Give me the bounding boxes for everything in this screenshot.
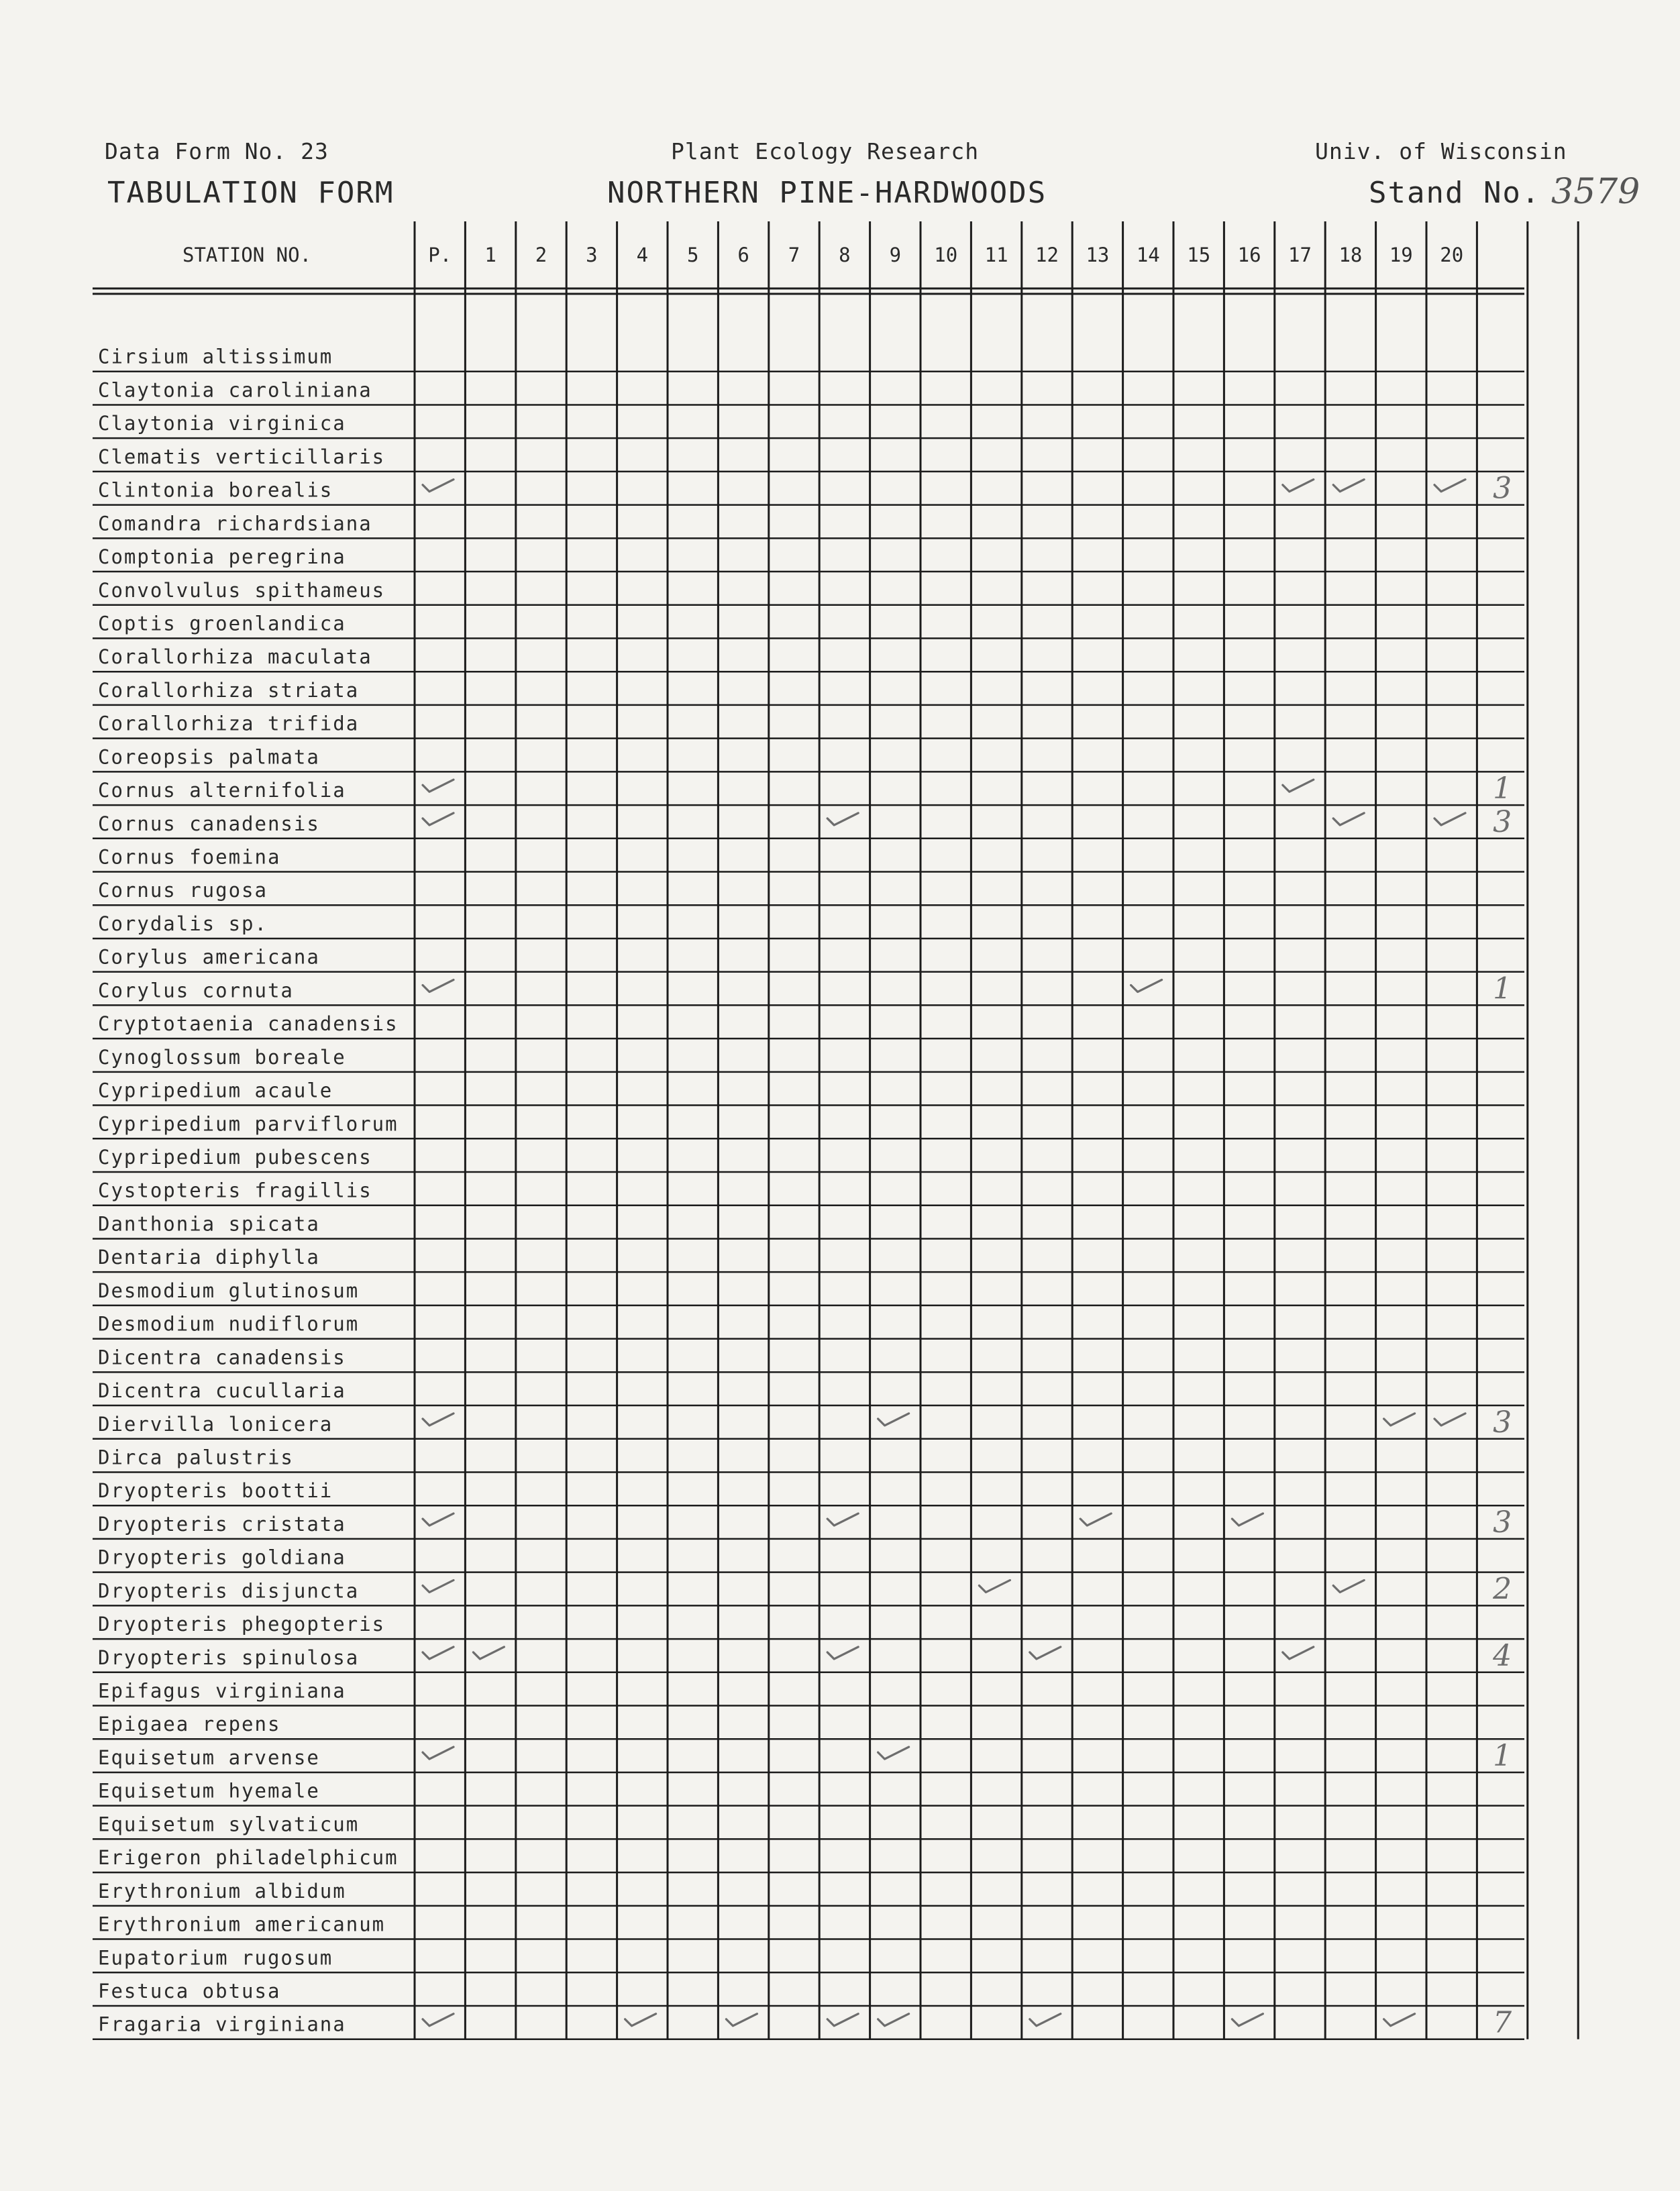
check-mark xyxy=(1434,813,1465,825)
presence-count: 7 xyxy=(1493,2005,1512,2040)
check-mark xyxy=(1333,1580,1364,1592)
species-name: Dicentra canadensis xyxy=(98,1346,346,1369)
station-column-header: 18 xyxy=(1338,244,1363,266)
form-number: Data Form No. 23 xyxy=(105,138,329,164)
station-column-header: 15 xyxy=(1187,244,1211,266)
species-name: Corylus americana xyxy=(98,945,320,969)
check-mark xyxy=(1283,1647,1314,1659)
presence-count: 1 xyxy=(1493,1738,1512,1773)
station-column-header: 1 xyxy=(484,244,496,266)
species-name: Dirca palustris xyxy=(98,1446,294,1469)
check-mark xyxy=(1131,980,1162,992)
species-name: Dryopteris boottii xyxy=(98,1479,333,1503)
presence-count: 3 xyxy=(1493,804,1512,839)
species-name: Equisetum hyemale xyxy=(98,1779,320,1803)
check-mark xyxy=(423,1513,454,1526)
university-name: Univ. of Wisconsin xyxy=(1315,138,1567,164)
station-column-header: 13 xyxy=(1086,244,1110,266)
check-mark xyxy=(423,780,454,792)
species-name: Cornus rugosa xyxy=(98,879,268,902)
station-column-header: 17 xyxy=(1288,244,1312,266)
check-mark xyxy=(1384,2014,1415,2026)
community-title: NORTHERN PINE-HARDWOODS xyxy=(607,176,1047,210)
check-mark xyxy=(1434,1413,1465,1426)
check-mark xyxy=(423,1413,454,1426)
check-mark xyxy=(1283,780,1314,792)
check-mark xyxy=(1030,2014,1061,2026)
check-mark xyxy=(1080,1513,1111,1526)
species-name: Epigaea repens xyxy=(98,1713,281,1736)
species-name: Dryopteris phegopteris xyxy=(98,1613,386,1636)
station-column-header: 19 xyxy=(1389,244,1413,266)
station-column-header: 10 xyxy=(934,244,958,266)
station-column-header: 11 xyxy=(984,244,1008,266)
station-no-header: STATION NO. xyxy=(182,244,312,266)
check-mark xyxy=(726,2014,757,2026)
species-name: Corylus cornuta xyxy=(98,979,294,1002)
species-name: Dryopteris spinulosa xyxy=(98,1646,360,1669)
check-mark xyxy=(827,813,858,825)
species-name: Cynoglossum boreale xyxy=(98,1045,346,1069)
check-mark xyxy=(827,1647,858,1659)
species-name: Erythronium americanum xyxy=(98,1913,386,1936)
check-mark xyxy=(1232,2014,1263,2026)
presence-count: 4 xyxy=(1493,1638,1512,1673)
species-name: Comandra richardsiana xyxy=(98,512,372,535)
species-name: Cornus alternifolia xyxy=(98,779,346,802)
species-name: Cornus foemina xyxy=(98,845,281,869)
species-name: Diervilla lonicera xyxy=(98,1412,333,1436)
station-column-header: 9 xyxy=(889,244,902,266)
species-name: Cypripedium acaule xyxy=(98,1079,333,1102)
check-mark xyxy=(827,2014,858,2026)
species-name: Equisetum arvense xyxy=(98,1746,320,1769)
presence-count: 3 xyxy=(1493,1505,1512,1540)
station-column-header: 16 xyxy=(1237,244,1261,266)
presence-count: 3 xyxy=(1493,471,1512,506)
check-mark xyxy=(423,1647,454,1659)
check-mark xyxy=(1333,813,1364,825)
presence-count: 1 xyxy=(1493,771,1512,806)
species-name: Desmodium glutinosum xyxy=(98,1279,360,1302)
species-name: Claytonia caroliniana xyxy=(98,378,372,402)
species-name: Corallorhiza trifida xyxy=(98,712,360,735)
station-column-header: 5 xyxy=(686,244,699,266)
species-name: Dryopteris goldiana xyxy=(98,1546,346,1569)
check-mark xyxy=(1030,1647,1061,1659)
presence-count: 1 xyxy=(1493,971,1512,1006)
check-mark xyxy=(1232,1513,1263,1526)
species-name: Dicentra cucullaria xyxy=(98,1379,346,1403)
station-column-header: 3 xyxy=(586,244,598,266)
check-mark xyxy=(423,1580,454,1592)
species-name: Cryptotaenia canadensis xyxy=(98,1012,399,1036)
species-name: Comptonia peregrina xyxy=(98,545,346,569)
species-name: Convolvulus spithameus xyxy=(98,578,386,602)
species-name: Corallorhiza maculata xyxy=(98,645,372,669)
species-name: Coreopsis palmata xyxy=(98,745,320,769)
station-column-header: 12 xyxy=(1035,244,1059,266)
species-name: Desmodium nudiflorum xyxy=(98,1312,360,1336)
presence-count: 2 xyxy=(1493,1572,1512,1607)
station-column-header: 8 xyxy=(839,244,851,266)
check-mark xyxy=(1434,480,1465,492)
check-mark xyxy=(827,1513,858,1526)
station-column-header: 2 xyxy=(535,244,547,266)
species-name: Cystopteris fragillis xyxy=(98,1179,372,1202)
species-name: Equisetum sylvaticum xyxy=(98,1813,360,1836)
species-name: Epifagus virginiana xyxy=(98,1679,346,1703)
station-column-header: 4 xyxy=(636,244,649,266)
check-mark xyxy=(423,980,454,992)
check-mark xyxy=(1333,480,1364,492)
check-mark xyxy=(1283,480,1314,492)
species-name: Erigeron philadelphicum xyxy=(98,1846,399,1870)
stand-number: 3579 xyxy=(1551,172,1640,212)
species-name: Claytonia virginica xyxy=(98,412,346,435)
check-mark xyxy=(1384,1413,1415,1426)
species-name: Dentaria diphylla xyxy=(98,1246,320,1269)
form-title: TABULATION FORM xyxy=(107,176,395,210)
check-mark xyxy=(423,1747,454,1759)
species-name: Festuca obtusa xyxy=(98,1980,281,2002)
check-mark xyxy=(473,1647,504,1659)
species-name: Dryopteris disjuncta xyxy=(98,1579,360,1603)
species-name: Coptis groenlandica xyxy=(98,612,346,635)
organization-name: Plant Ecology Research xyxy=(671,138,980,164)
species-name: Danthonia spicata xyxy=(98,1212,320,1236)
station-column-header: 6 xyxy=(737,244,749,266)
check-mark xyxy=(625,2014,656,2026)
species-name: Cypripedium pubescens xyxy=(98,1146,372,1169)
species-name: Cornus canadensis xyxy=(98,812,320,835)
species-name: Erythronium albidum xyxy=(98,1879,346,1903)
species-name: Eupatorium rugosum xyxy=(98,1946,333,1970)
check-mark xyxy=(423,2014,454,2026)
species-name: Cirsium altissimum xyxy=(98,345,333,368)
station-column-header: 14 xyxy=(1136,244,1160,266)
check-mark xyxy=(878,1747,909,1759)
species-name: Corydalis sp. xyxy=(98,912,268,935)
check-mark xyxy=(878,1413,909,1426)
species-name: Dryopteris cristata xyxy=(98,1512,346,1536)
presence-count: 3 xyxy=(1493,1405,1512,1440)
check-mark xyxy=(423,813,454,825)
station-column-header: 7 xyxy=(788,244,800,266)
check-mark xyxy=(878,2014,909,2026)
species-name: Clintonia borealis xyxy=(98,478,333,502)
species-name: Fragaria virginiana xyxy=(98,2013,346,2036)
station-column-header: 20 xyxy=(1440,244,1464,266)
station-column-header: P. xyxy=(428,244,452,266)
species-name: Clematis verticillaris xyxy=(98,445,386,468)
stand-label: Stand No. xyxy=(1369,176,1541,210)
species-name: Corallorhiza striata xyxy=(98,678,360,702)
check-mark xyxy=(423,480,454,492)
species-name: Cypripedium parviflorum xyxy=(98,1112,399,1136)
check-mark xyxy=(979,1580,1010,1592)
